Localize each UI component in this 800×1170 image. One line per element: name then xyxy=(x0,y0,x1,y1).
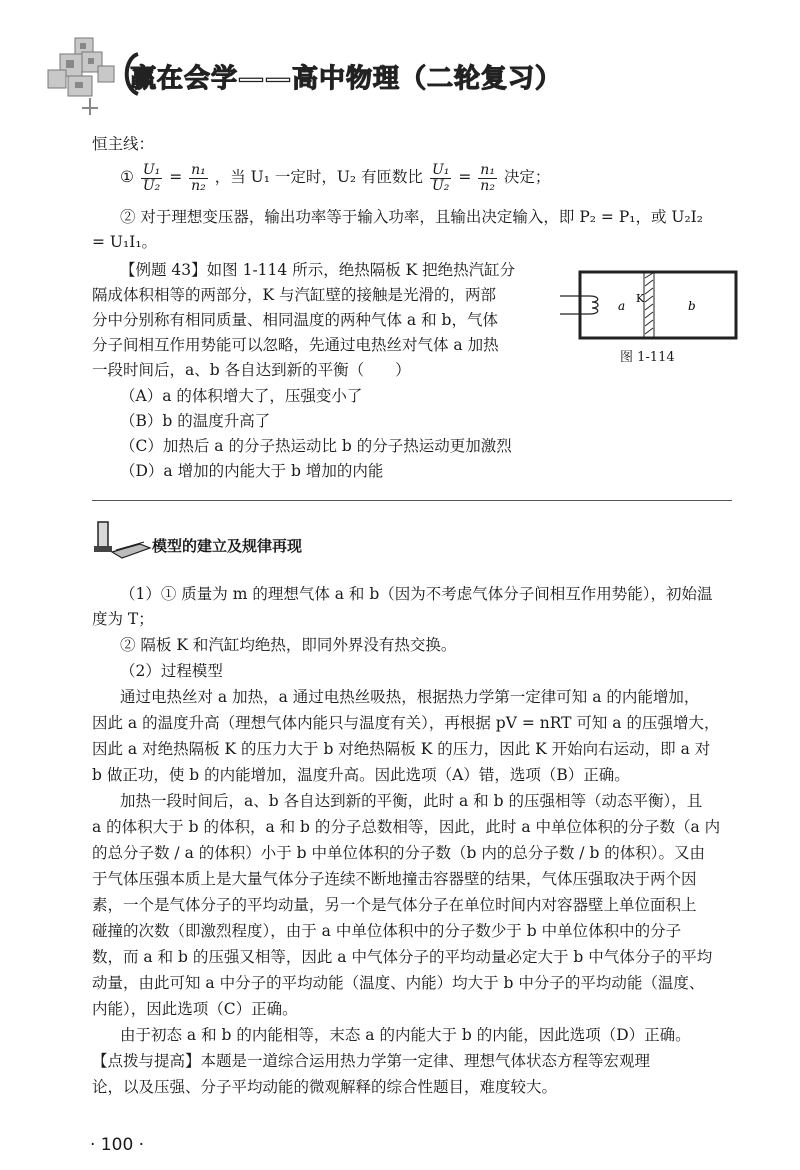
body-line: ② 隔板 K 和汽缸均绝热，即同外界没有热交换。 xyxy=(120,636,457,654)
option-c: （C）加热后 a 的分子热运动比 b 的分子热运动更加激烈 xyxy=(120,437,512,455)
body-line: （2）过程模型 xyxy=(120,662,223,680)
item1-suffix: 决定； xyxy=(503,168,551,186)
body-line: 因此 a 的温度升高（理想气体内能只与温度有关），再根据 pV = nRT 可知 a 的压强增大， xyxy=(92,714,720,732)
frac-num: U₁ xyxy=(432,161,450,178)
section-divider xyxy=(92,500,732,501)
figure-label-k: K xyxy=(636,292,645,305)
formula-line-2b: = U₁I₁。 xyxy=(92,233,158,251)
fraction-n1-n2 xyxy=(189,163,208,194)
tip-line: 【点拨与提高】本题是一道综合运用热力学第一定律、理想气体状态方程等宏观理 xyxy=(92,1052,651,1070)
example-line: 【例题 43】如图 1-114 所示，绝热隔板 K 把绝热汽缸分 xyxy=(120,261,516,279)
body-line: 的总分子数 / a 的体积）小于 b 中单位体积的分子数（b 内的总分子数 / b 的体积）。又由 xyxy=(92,844,706,862)
fraction-u1-u2 xyxy=(141,163,162,194)
example-line: 隔成体积相等的两部分，K 与汽缸壁的接触是光滑的，两部 xyxy=(92,286,497,304)
frac-num: U₁ xyxy=(142,161,161,178)
model-section-icon xyxy=(92,518,154,562)
body-line: 数，而 a 和 b 的压强又相等，因此 a 中气体分子的平均动量必定大于 b 中气体分子的平均 xyxy=(92,948,713,966)
cylinder-figure xyxy=(560,270,740,342)
fraction-n1-n2-b xyxy=(478,163,497,194)
body-line: 通过电热丝对 a 加热，a 通过电热丝吸热，根据热力学第一定律可知 a 的内能增加， xyxy=(120,688,700,706)
body-line: （1）① 质量为 m 的理想气体 a 和 b（因为不考虑气体分子间相互作用势能），初始温 xyxy=(120,585,713,603)
frac-den: n₂ xyxy=(480,177,495,194)
frac-num: n₁ xyxy=(480,161,495,178)
example-line: 一段时间后，a、b 各自达到新的平衡（ ） xyxy=(92,361,411,379)
option-d: （D）a 增加的内能大于 b 增加的内能 xyxy=(120,462,384,480)
example-line: 分子间相互作用势能可以忽略，先通过电热丝对气体 a 加热 xyxy=(92,336,499,354)
body-line: 于气体压强本质上是大量气体分子连续不断地撞击容器壁的结果，气体压强取决于两个因 xyxy=(92,870,697,888)
body-line: 由于初态 a 和 b 的内能相等，末态 a 的内能大于 b 的内能，因此选项（D）正确。 xyxy=(120,1026,691,1044)
intro-text: 恒主线： xyxy=(92,135,155,153)
item1-prefix: ① xyxy=(120,168,134,186)
header-title: 赢在会学——高中物理（二轮复习） xyxy=(130,64,563,94)
figure-label-a: a xyxy=(618,299,626,313)
body-line: 素，一个是气体分子的平均动量，另一个是气体分子在单位时间内对容器壁上单位面积上 xyxy=(92,896,697,914)
tip-line: 论，以及压强、分子平均动能的微观解释的综合性题目，难度较大。 xyxy=(92,1078,558,1096)
equals-sign: = xyxy=(169,168,183,186)
body-line: 内能），因此选项（C）正确。 xyxy=(92,1000,298,1018)
equals-sign: = xyxy=(458,168,472,186)
formula-line-1 xyxy=(120,160,550,196)
body-line: 加热一段时间后，a、b 各自达到新的平衡，此时 a 和 b 的压强相等（动态平衡），且 xyxy=(120,792,703,810)
frac-den: U₂ xyxy=(432,177,450,194)
cylinder-wall xyxy=(580,272,736,338)
body-line: 碰撞的次数（即激烈程度），由于 a 中单位体积中的分子数少于 b 中单位体积中的分子 xyxy=(92,922,682,940)
body-line: b 做正功，使 b 的内能增加，温度升高。因此选项（A）错，选项（B）正确。 xyxy=(92,766,630,784)
body-line: 度为 T； xyxy=(92,610,154,628)
section-heading: 模型的建立及规律再现 xyxy=(152,537,303,555)
frac-den: U₂ xyxy=(142,177,161,194)
figure-label-b: b xyxy=(688,299,696,313)
item1-mid-text: ，当 U₁ 一定时，U₂ 有匝数比 xyxy=(214,168,424,186)
option-a: （A）a 的体积增大了，压强变小了 xyxy=(120,387,363,405)
example-line: 分中分别称有相同质量、相同温度的两种气体 a 和 b，气体 xyxy=(92,311,498,329)
body-line: 动量，由此可知 a 中分子的平均动能（温度、内能）均大于 b 中分子的平均动能（温度、 xyxy=(92,974,705,992)
frac-num: n₁ xyxy=(191,161,206,178)
fraction-u1-u2-b xyxy=(430,163,451,194)
formula-line-2a: ② 对于理想变压器，输出功率等于输入功率，且输出决定输入，即 P₂ = P₁，或 U₂I₂ xyxy=(120,208,704,226)
frac-den: n₂ xyxy=(191,177,206,194)
figure-caption: 图 1-114 xyxy=(620,350,675,365)
option-b: （B）b 的温度升高了 xyxy=(120,412,271,430)
page-number: · 100 · xyxy=(90,1135,145,1155)
body-line: 因此 a 对绝热隔板 K 的压力大于 b 对绝热隔板 K 的压力，因此 K 开始向右运动，即 a 对 xyxy=(92,740,711,758)
body-line: a 的体积大于 b 的体积，a 和 b 的分子总数相等，因此，此时 a 中单位体积的分子数（a 内 xyxy=(92,818,721,836)
